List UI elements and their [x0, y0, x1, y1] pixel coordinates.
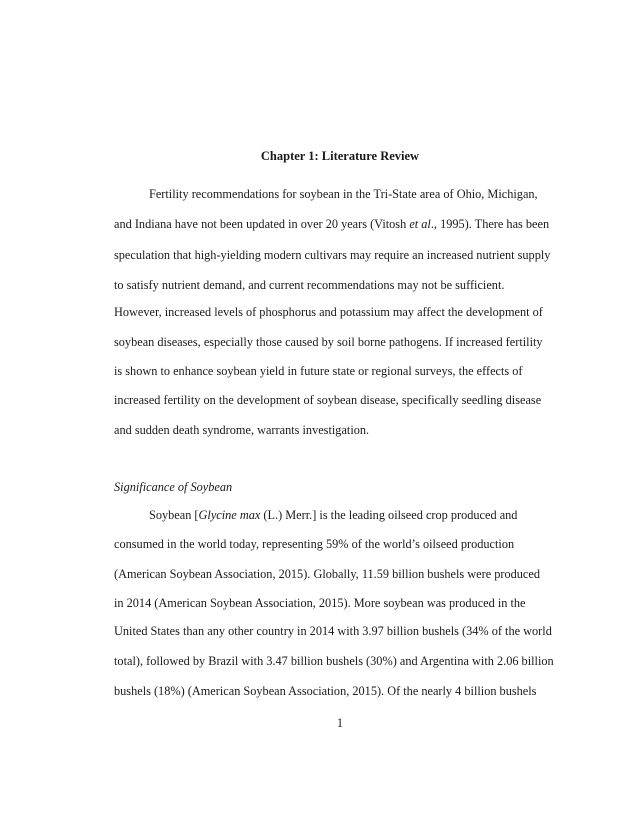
citation-italic: et al — [409, 217, 431, 231]
line-text: ., 1995). There has been — [430, 217, 550, 231]
page-number: 1 — [336, 716, 344, 730]
paragraph-line: bushels (18%) (American Soybean Association, 2015). Of the nearly 4 billion bushels — [114, 684, 537, 698]
paragraph-line: However, increased levels of phosphorus and potassium may affect the development of — [114, 305, 543, 319]
paragraph-line: Fertility recommendations for soybean in the Tri-State area of Ohio, Michigan, — [149, 187, 538, 201]
section-heading: Significance of Soybean — [114, 480, 233, 494]
paragraph-line: is shown to enhance soybean yield in future state or regional surveys, the effects of — [114, 364, 523, 378]
species-name-italic: Glycine max — [198, 508, 261, 522]
paragraph-line: and sudden death syndrome, warrants investigation. — [114, 423, 370, 437]
line-text: Soybean [ — [149, 508, 199, 522]
paragraph-line: United States than any other country in 2014 with 3.97 billion bushels (34% of the world — [114, 624, 552, 638]
paragraph-line: to satisfy nutrient demand, and current recommendations may not be sufficient. — [114, 278, 505, 292]
paragraph-line — [149, 507, 517, 523]
chapter-title: Chapter 1: Literature Review — [260, 149, 420, 163]
paragraph-line — [114, 216, 549, 232]
paragraph-line: total), followed by Brazil with 3.47 billion bushels (30%) and Argentina with 2.06 billion — [114, 654, 554, 668]
paragraph-line: speculation that high-yielding modern cultivars may require an increased nutrient supply — [114, 248, 551, 262]
line-text: and Indiana have not been updated in over 20 years (Vitosh — [114, 217, 410, 231]
paragraph-line: increased fertility on the development of soybean disease, specifically seedling disease — [114, 393, 542, 407]
line-text: (L.) Merr.] is the leading oilseed crop produced and — [260, 508, 518, 522]
paragraph-line: consumed in the world today, representing 59% of the world’s oilseed production — [114, 537, 515, 551]
paragraph-line: soybean diseases, especially those caused by soil borne pathogens. If increased fertility — [114, 335, 543, 349]
paragraph-line: (American Soybean Association, 2015). Globally, 11.59 billion bushels were produced — [114, 567, 540, 581]
paragraph-line: in 2014 (American Soybean Association, 2015). More soybean was produced in the — [114, 596, 526, 610]
